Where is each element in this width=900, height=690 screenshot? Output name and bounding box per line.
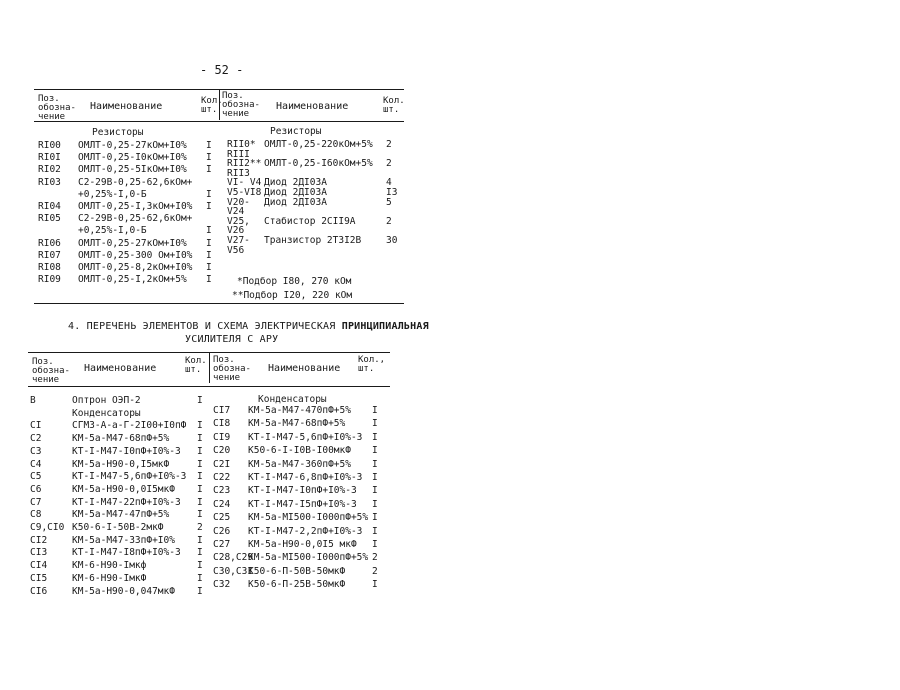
table1-left-row-name: ОМЛТ-0,25-5IкОм+I0% bbox=[78, 164, 187, 176]
table1-left-row-pos: RI00 bbox=[38, 140, 61, 151]
table2-right-row-qty: I bbox=[372, 405, 378, 416]
table1-right-row-pos: V20- bbox=[227, 196, 250, 208]
table2-left-row-pos: CI2 bbox=[30, 534, 48, 546]
section-title-bold: ПРИНЦИПИАЛЬНАЯ bbox=[341, 321, 429, 332]
table2-right-row-name: К50-6-I-I0В-I00мкФ bbox=[248, 445, 351, 457]
table1-left-row-qty: I bbox=[206, 164, 212, 176]
table2-right-row-qty: I bbox=[372, 512, 378, 524]
table2-right-row-name: КТ-I-М47-2,2пФ+I0%-3 bbox=[248, 525, 363, 537]
table2-left-row-qty: I bbox=[197, 560, 203, 572]
table1-left-row-pos: RI04 bbox=[38, 201, 61, 212]
table2-right-row-qty: I bbox=[372, 431, 378, 443]
table2-right-row-qty: I bbox=[372, 539, 378, 550]
table2-left-row-pos: CI6 bbox=[30, 585, 48, 597]
table2-left-row-name: КМ-5а-Н90-0,047мкФ bbox=[72, 585, 175, 597]
table2-right-row-name: КМ-5а-Н90-0,0I5 мкФ bbox=[248, 539, 357, 550]
table1-left-row-qty: I bbox=[206, 225, 212, 237]
table2-left-row-name: КМ-6-Н90-IмкФ bbox=[72, 572, 147, 584]
section-title-prefix: 4. ПЕРЕЧЕНЬ ЭЛЕМЕНТОВ И СХЕМА ЭЛЕКТРИЧЕСКАЯ bbox=[68, 321, 336, 332]
table1-left-row-name: С2-29В-0,25-62,6кОм+ bbox=[78, 176, 193, 188]
table1-right-row-qty: 2 bbox=[386, 215, 392, 227]
table1-right-row-qty: 5 bbox=[386, 196, 392, 208]
table2-left-row-qty: I bbox=[197, 433, 203, 445]
table2-left-row-qty: I bbox=[197, 496, 203, 508]
table2-left-row-name: КТ-I-М47-I8пФ+I0%-3 bbox=[72, 547, 181, 559]
table1-left-row-name: ОМЛТ-0,25-I0кОм+I0% bbox=[78, 152, 187, 164]
table2-right-row-name: К50-6-П-25В-50мкФ bbox=[248, 579, 346, 591]
table1-left-row-name: ОМЛТ-0,25-27кОм+I0% bbox=[78, 237, 187, 249]
table1-right-row-pos: RII0* bbox=[227, 139, 256, 150]
table2-left-row-qty: I bbox=[197, 534, 203, 546]
table2-left-row-qty: I bbox=[197, 471, 203, 483]
table2-left-row-pos: C7 bbox=[30, 496, 42, 508]
table1-right-row-name: Транзистор 2Т3I2В bbox=[264, 235, 362, 246]
table2-left-row-name: КТ-I-М47-I0пФ+I0%-3 bbox=[72, 445, 181, 457]
table2-left-row-qty: 2 bbox=[197, 522, 203, 533]
table2-left-row-qty: I bbox=[197, 395, 203, 406]
table1-header-pos-left: Поз. обозна- чение bbox=[38, 94, 76, 122]
table1-left-row-qty: I bbox=[206, 262, 212, 273]
table1-right-row-name: Диод 2ДI03А bbox=[264, 177, 327, 189]
table2-right-row-qty: I bbox=[372, 525, 378, 537]
table2-right-row-pos: C25 bbox=[213, 512, 231, 524]
table1-left-row-qty: I bbox=[206, 188, 212, 200]
table1-left-row-pos: RI02 bbox=[38, 164, 61, 176]
table2-left-row-name: СГМ3-А-а-Г-2I00+I0пФ bbox=[72, 420, 187, 432]
table1-right-row-pos: V27- bbox=[227, 235, 250, 246]
table1-left-section: Резисторы bbox=[92, 127, 144, 138]
table1-left-row-name: ОМЛТ-0,25-300 Ом+I0% bbox=[78, 249, 193, 261]
table1-right-row-name: Стабистор 2СII9А bbox=[264, 215, 356, 227]
table1-left-row-name: ОМЛТ-0,25-I,3кОм+I0% bbox=[78, 201, 193, 212]
table2-right-row-qty: 2 bbox=[372, 552, 378, 564]
table1-left-row-pos: RI07 bbox=[38, 249, 61, 261]
table2-left-row-name: КМ-6-Н90-Iмкф bbox=[72, 560, 147, 572]
table2-header-qty-right: Кол., шт. bbox=[358, 355, 386, 374]
table1-right-row-qty: 30 bbox=[386, 235, 398, 246]
table2-header-name-right: Наименование bbox=[268, 363, 341, 374]
table2-right-row-pos: C24 bbox=[213, 498, 231, 510]
table1-left-row-pos: RI0I bbox=[38, 152, 61, 164]
table2-right-row-pos: C23 bbox=[213, 485, 231, 497]
table2-right-row-name: КТ-I-М47-5,6пФ+I0%-3 bbox=[248, 431, 363, 443]
table2-left-row-qty: I bbox=[197, 458, 203, 470]
table2-left-row-pos: В bbox=[30, 395, 36, 406]
table1-header-qty-right: Кол. шт. bbox=[383, 96, 405, 115]
table2-left-row-name: КМ-5а-Н90-0,0I5мкФ bbox=[72, 483, 175, 495]
table2-left-row-pos: CI3 bbox=[30, 547, 48, 559]
table2-left-row-pos: C6 bbox=[30, 483, 42, 495]
table1-left-row-name: ОМЛТ-0,25-8,2кОм+I0% bbox=[78, 262, 193, 273]
table2-right-row-qty: I bbox=[372, 418, 378, 430]
table1-right-section: Резисторы bbox=[270, 126, 322, 137]
table2-right-row-pos: C22 bbox=[213, 472, 231, 483]
table1-left-row-name: ОМЛТ-0,25-27кОм+I0% bbox=[78, 140, 187, 151]
table2-header-pos-left: Поз. обозна- чение bbox=[32, 357, 70, 385]
table1-left-row-qty: I bbox=[206, 152, 212, 164]
table2-left-row-name: КТ-I-М47-22пФ+I0%-3 bbox=[72, 496, 181, 508]
table2-right-row-name: КМ-5а-МI500-I000пФ+5% bbox=[248, 512, 369, 524]
table2-left-row-pos: C4 bbox=[30, 458, 42, 470]
table1-left-row-qty: I bbox=[206, 201, 212, 212]
table2-right-row-name: КМ-5а-М47-470пФ+5% bbox=[248, 405, 351, 416]
table1-right-row-pos: V25, bbox=[227, 215, 250, 227]
table2-left-row-name: К50-6-I-50В-2мкФ bbox=[72, 522, 164, 533]
table2-left-row-pos: C8 bbox=[30, 509, 42, 521]
table1-left-row-name: ОМЛТ-0,25-I,2кОм+5% bbox=[78, 274, 187, 286]
table1-right-row-pos: RII3 bbox=[227, 167, 250, 179]
table1-bottom-rule bbox=[34, 303, 404, 304]
table1-right-row-qty: 2 bbox=[386, 139, 392, 150]
table2-left-row-name: КМ-5а-М47-33пФ+I0% bbox=[72, 534, 175, 546]
table1-left-row-pos: RI03 bbox=[38, 176, 61, 188]
table2-right-row-name: КМ-5а-М47-68пФ+5% bbox=[248, 418, 346, 430]
table2-right-row-pos: C2I bbox=[213, 458, 231, 470]
table1-right-row-name: Диод 2ДI03А bbox=[264, 187, 327, 198]
table1-left-row-pos: RI06 bbox=[38, 237, 61, 249]
page-number: - 52 - bbox=[200, 63, 244, 77]
table2-right-row-qty: I bbox=[372, 458, 378, 470]
table2-right-row-name: КТ-I-М47-6,8пФ+I0%-3 bbox=[248, 472, 363, 483]
table2-left-row-pos: C2 bbox=[30, 433, 42, 445]
table2-left-row-name: КМ-5а-М47-68пФ+5% bbox=[72, 433, 170, 445]
table1-right-row-pos: VI- V4 bbox=[227, 177, 262, 189]
table1-right-row-pos: RIII bbox=[227, 148, 250, 160]
table1-left-row-pos: RI05 bbox=[38, 213, 61, 225]
table1-footnote-2: **Подбор I20, 220 кОм bbox=[232, 290, 353, 301]
table2-right-row-pos: C30,C3I bbox=[213, 565, 254, 577]
table2-left-row-qty: I bbox=[197, 420, 203, 432]
table1-left-row-qty: I bbox=[206, 237, 212, 249]
table2-left-row-qty: I bbox=[197, 547, 203, 559]
table2-right-row-pos: C20 bbox=[213, 445, 231, 457]
table1-footnote-1: *Подбор I80, 270 кОм bbox=[237, 276, 352, 287]
table2-header-pos-right: Поз. обозна- чение bbox=[213, 355, 251, 383]
table2-right-row-name: КТ-I-М47-I5пФ+I0%-3 bbox=[248, 498, 357, 510]
table2-left-row-qty: I bbox=[197, 483, 203, 495]
table2-right-row-name: КТ-I-М47-I0пФ+I0%-3 bbox=[248, 485, 357, 497]
table2-header-name-left: Наименование bbox=[84, 363, 157, 374]
table2-header-divider bbox=[209, 353, 210, 383]
table2-right-row-pos: C32 bbox=[213, 579, 231, 591]
table1-right-row-pos: V5-VI8 bbox=[227, 187, 262, 198]
table2-left-row-pos: CI bbox=[30, 420, 42, 432]
table1-right-row-qty: 2 bbox=[386, 158, 392, 170]
table2-right-row-name: КМ-5а-М47-360пФ+5% bbox=[248, 458, 351, 470]
table2-left-row-name: Оптрон ОЭП-2 bbox=[72, 395, 141, 406]
table1-left-row-name: +0,25%-I,0-Б bbox=[78, 188, 147, 200]
table2-right-row-qty: I bbox=[372, 485, 378, 497]
table2-left-row-qty: I bbox=[197, 445, 203, 457]
table1-left-row-pos: RI09 bbox=[38, 274, 61, 286]
table1-header-name-left: Наименование bbox=[90, 101, 163, 112]
table2-right-row-pos: CI8 bbox=[213, 418, 231, 430]
table2-right-section: Конденсаторы bbox=[258, 394, 327, 405]
table1-left-row-name: +0,25%-I,0-Б bbox=[78, 225, 147, 237]
table2-left-row-name: КТ-I-М47-5,6пФ+I0%-3 bbox=[72, 471, 187, 483]
table2-right-row-name: К50-6-П-50В-50мкФ bbox=[248, 565, 346, 577]
table1-left-row-name: С2-29В-0,25-62,6кОм+ bbox=[78, 213, 193, 225]
table1-header-name-right: Наименование bbox=[276, 101, 349, 112]
table2-right-row-pos: CI7 bbox=[213, 405, 231, 416]
table1-header-pos-right: Поз. обозна- чение bbox=[222, 91, 260, 119]
table2-right-row-qty: 2 bbox=[372, 565, 378, 577]
table2-header-rule bbox=[28, 386, 390, 387]
table1-right-row-pos: V26 bbox=[227, 225, 245, 237]
table2-right-row-qty: I bbox=[372, 579, 378, 591]
table2-left-row-pos: CI5 bbox=[30, 572, 48, 584]
table1-right-row-pos: V56 bbox=[227, 244, 245, 256]
table2-left-row-pos: C3 bbox=[30, 445, 42, 457]
table1-right-row-qty: I3 bbox=[386, 187, 398, 198]
table2-left-row-name: КМ-5а-М47-47пФ+5% bbox=[72, 509, 170, 521]
table1-right-row-qty: 4 bbox=[386, 177, 392, 189]
table2-right-row-qty: I bbox=[372, 445, 378, 457]
table2-right-row-name: КМ-5а-МI500-I000пФ+5% bbox=[248, 552, 369, 564]
table2-left-row-name: Конденсаторы bbox=[72, 407, 141, 419]
section-title-line1 bbox=[68, 321, 429, 332]
table1-right-row-name: Диод 2ДI03А bbox=[264, 196, 327, 208]
table1-header-divider bbox=[219, 90, 220, 120]
table2-right-row-pos: C26 bbox=[213, 525, 231, 537]
table2-left-row-pos: C5 bbox=[30, 471, 42, 483]
table1-right-row-name: ОМЛТ-0,25-220кОм+5% bbox=[264, 139, 373, 150]
table2-right-row-pos: C28,C29 bbox=[213, 552, 254, 564]
table2-right-row-pos: CI9 bbox=[213, 431, 231, 443]
table2-left-row-pos: CI4 bbox=[30, 560, 48, 572]
table1-left-row-pos: RI08 bbox=[38, 262, 61, 273]
table1-left-row-qty: I bbox=[206, 274, 212, 286]
table2-right-row-qty: I bbox=[372, 498, 378, 510]
section-title-line2: УСИЛИТЕЛЯ С АРУ bbox=[185, 334, 279, 345]
table2-right-row-pos: C27 bbox=[213, 539, 231, 550]
table1-left-row-qty: I bbox=[206, 249, 212, 261]
table2-header-qty-left: Кол. шт. bbox=[185, 356, 207, 375]
table1-right-row-pos: V24 bbox=[227, 206, 245, 218]
table1-right-row-name: ОМЛТ-0,25-I60кОм+5% bbox=[264, 158, 373, 170]
table2-left-row-name: КМ-5а-Н90-0,I5мкФ bbox=[72, 458, 170, 470]
table2-left-row-pos: C9,CI0 bbox=[30, 522, 65, 533]
table1-header-rule bbox=[34, 121, 404, 122]
table2-right-row-qty: I bbox=[372, 472, 378, 483]
table2-left-row-qty: I bbox=[197, 509, 203, 521]
table1-right-row-pos: RII2** bbox=[227, 158, 262, 170]
table1-header-qty-left: Кол. шт. bbox=[201, 96, 223, 115]
table1-left-row-qty: I bbox=[206, 140, 212, 151]
table2-left-row-qty: I bbox=[197, 572, 203, 584]
table2-left-row-qty: I bbox=[197, 585, 203, 597]
